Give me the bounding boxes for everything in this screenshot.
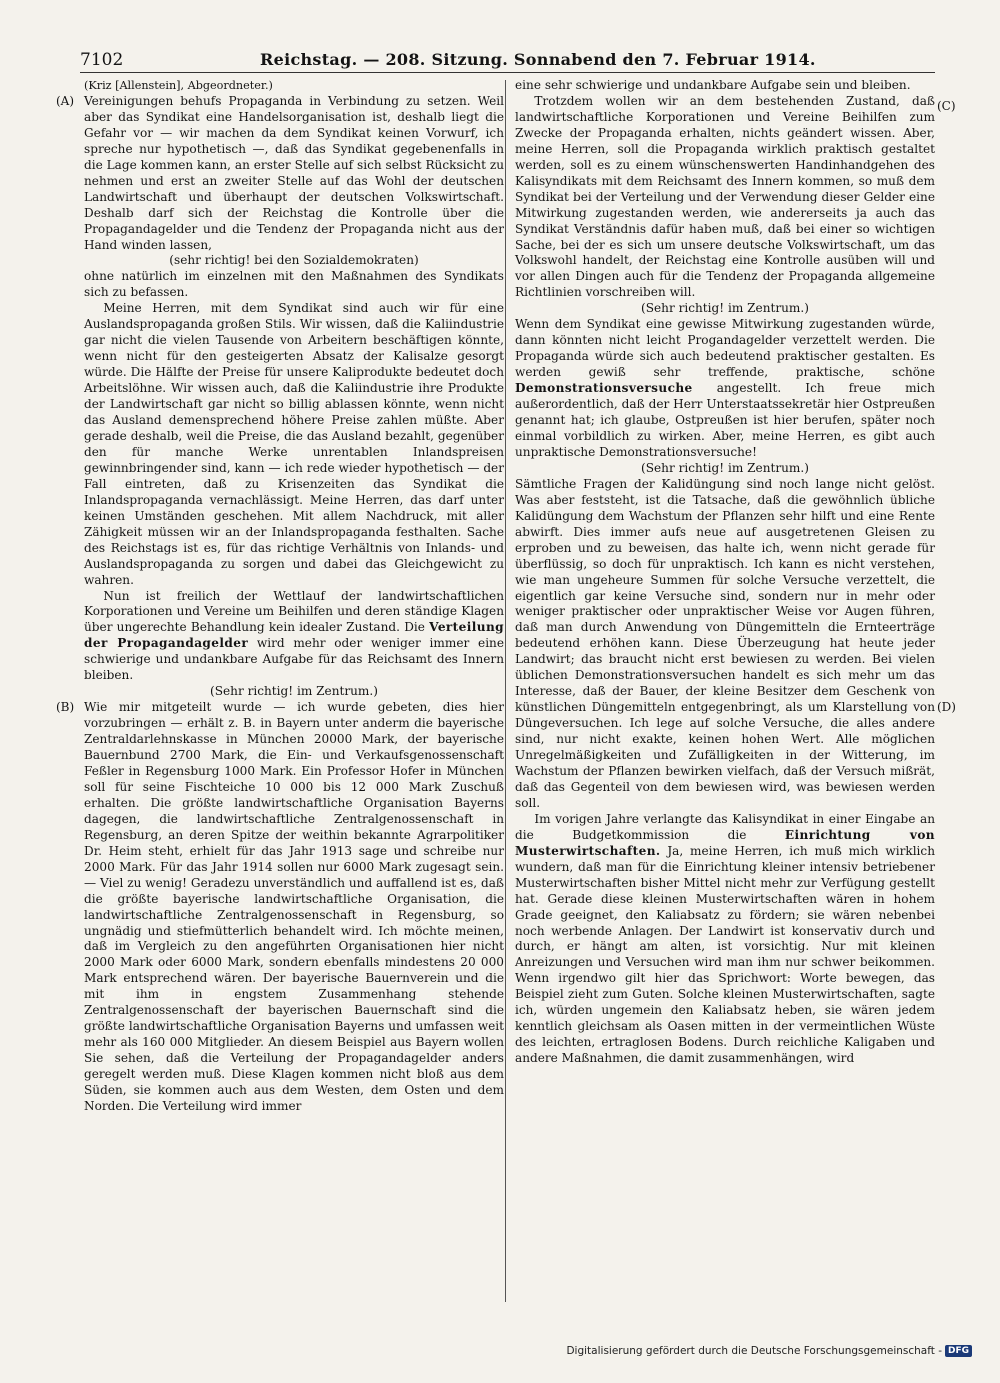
- emphasis: Verteilung der Propagandagelder: [84, 620, 504, 651]
- speaker-note: (Kriz [Allenstein], Abgeordneter.): [84, 79, 273, 92]
- interjection: (Sehr richtig! im Zentrum.): [210, 684, 378, 699]
- footer-text: Digitalisierung gefördert durch die Deutsche Forschungsgemeinschaft -: [566, 1345, 942, 1357]
- paragraph-text: Nun ist freilich der Wettlauf der landwirtschaftlichen Korporationen und Vereine um Beihilfen und deren ständige Klagen über ungerechte Behandlung kein idealer Zustand. Die: [84, 588, 504, 635]
- paragraph: Trotzdem wollen wir an dem bestehenden Zustand, daß landwirtschaftliche Korporationen und Vereine Beihilfen zum Zwecke der Propaganda erhalten, nichts geändert wissen. Aber, meine Herren, soll die Propaganda wirklich praktisch gestaltet werden, soll es zu einem wünschenswerten Handinhandgehen des Kalisyndikats mit dem Reichsamt des Innern kommen, so muß dem Syndikat bei der Verteilung und der Verwendung dieser Gelder eine Mitwirkung zugestanden werden, wie andererseits ja auch das Syndikat Verständnis dafür haben muß, daß bei einer so wichtigen Sache, bei der es sich um unsere deutsche Volkswirtschaft, um das Volkswohl handelt, der Reichstag eine Kontrolle ausüben will und vor allen Dingen auch für die Tendenz der Propaganda allgemeine Richtlinien vorschreiben will.: [515, 93, 935, 300]
- left-column: [84, 78, 504, 1115]
- paragraph: Meine Herren, mit dem Syndikat sind auch wir für eine Auslandspropaganda großen Stils. Wir wissen, daß die Kaliindustrie gar nicht die vielen Tausende von Arbeitern beschäftigen könnte, wenn nicht für den gesteigerten Absatz der Kalisalze gesorgt würde. Die Hälfte der Preise für unsere Kaliprodukte bedeutet doch Arbeitslöhne. Wir wissen auch, daß die Kaliindustrie ihre Produkte der Landwirtschaft gar nicht so billig ablassen könnte, wenn nicht das Ausland demensprechend höhere Preise zahlen müßte. Aber gerade deshalb, weil die Preise, die das Ausland bezahlt, gegenüber den für manche Werke unrentablen Inlandspreisen gewinnbringender sind, kann — ich rede wieder hypothetisch — der Fall eintreten, daß zu Krisenzeiten das Syndikat die Inlandspropaganda vernachlässigt. Meine Herren, das darf unter keinen Umständen geschehen. Mit allem Nachdruck, mit aller Zähigkeit müssen wir an der Inlandspropaganda festhalten. Sache des Reichstags ist es, für das richtige Verhältnis von Inlands- und Auslandspropaganda zu sorgen und dabei das Gleichgewicht zu wahren.: [84, 301, 504, 587]
- paragraph: [515, 317, 935, 461]
- paragraph: [515, 812, 935, 1067]
- paragraph-text: angestellt. Ich freue mich außerordentlich, daß der Herr Unterstaatssekretär hier Ostpreußen genannt hat; ich glaube, Ostpreußen ist hier berufen, später noch einmal vorbildlich zu wirken. Aber, meine Herren, es gibt auch unpraktische Demonstrationsversuche!: [515, 381, 935, 459]
- paragraph-text: Wenn dem Syndikat eine gewisse Mitwirkung zugestanden würde, dann könnten nicht leicht Progandagelder verzettelt werden. Die Propaganda würde sich auch bedeutend praktischer gestalten. Es werden gewiß sehr treffende, praktische, schöne: [515, 317, 935, 380]
- margin-marker-d: (D): [937, 700, 956, 714]
- header-rule: [80, 72, 935, 73]
- footer: [566, 1345, 972, 1357]
- margin-marker-b: (B): [56, 700, 75, 714]
- emphasis: Demonstrationsversuche: [515, 381, 693, 396]
- page-header: [80, 50, 935, 72]
- paragraph-text: wird mehr oder weniger immer eine schwierige und undankbare Aufgabe für das Reichsamt des Innern bleiben.: [84, 636, 505, 683]
- running-head: Reichstag. — 208. Sitzung. Sonnabend den 7. Februar 1914.: [260, 50, 816, 69]
- margin-marker-c: (C): [937, 99, 956, 113]
- paragraph: Sämtliche Fragen der Kalidüngung sind noch lange nicht gelöst. Was aber feststeht, ist die Tatsache, daß die gewöhnlich übliche Kalidüngung dem Wachstum der Pflanzen sehr hilft und eine Rente abwirft. Dies immer aufs neue auf ausgetretenen Gleisen zu erproben und zu beweisen, das halte ich, wenn nicht gerade für überflüssig, so doch für unpraktisch. Ich kann es nicht verstehen, wie man ungeheure Summen für solche Versuche verzettelt, die eigentlich gar keine Versuche sind, sondern nur in mehr oder weniger praktischer oder unpraktischer Weise vor Augen führen, daß man durch Anwendung von Düngemitteln die Ernteerträge bedeutend erhöhen kann. Diese Überzeugung hat heute jeder Landwirt; das braucht nicht erst bewiesen zu werden. Bei vielen üblichen Demonstrationsversuchen handelt es sich mehr um das Interesse, daß der Bauer, der kleine Besitzer dem Geschenk von künstlichen Düngemitteln entgegenbringt, als um Klarstellung von Düngeversuchen. Ich lege auf solche Versuche, die alles andere sind, nur nicht exakte, keinen hohen Wert. Alle möglichen Unregelmäßigkeiten und Zufälligkeiten in der Witterung, im Wachstum der Pflanzen bewirken vielfach, daß der Versuch mißrät, daß das Gegenteil von dem bewiesen wird, was bewiesen werden soll.: [515, 476, 935, 810]
- paragraph: ohne natürlich im einzelnen mit den Maßnahmen des Syndikats sich zu befassen.: [84, 269, 504, 300]
- paragraph: [84, 589, 504, 685]
- interjection: (Sehr richtig! im Zentrum.): [641, 460, 809, 475]
- paragraph-text: Ja, meine Herren, ich muß mich wirklich wundern, daß man für die Einrichtung kleiner intensiv betriebener Musterwirtschaften bisher Mittel nicht mehr zur Verfügung gestellt hat. Gerade diese kleinen Musterwirtschaften wären in hohem Grade geeignet, den Kaliabsatz zu fördern; sie wären nebenbei noch werbende Anlagen. Der Landwirt ist konservativ durch und durch, er hängt am alten, ist vorsichtig. Nur mit kleinen Anreizungen und Versuchen wird man ihm nur schwer beikommen. Wenn irgendwo gilt hier das Sprichwort: Worte bewegen, das Beispiel zieht zum Guten. Solche kleinen Musterwirtschaften, sagte ich, würden ungemein den Kaliabsatz heben, sie wären jedem kenntlich gleichsam als Oasen mitten in der vermeintlichen Wüste des leichten, ertraglosen Bodens. Durch reichliche Kaligaben und andere Maßnahmen, die damit zusammenhängen, wird: [515, 843, 935, 1066]
- page-number: 7102: [80, 50, 124, 70]
- paragraph-text: Im vorigen Jahre verlangte das Kalisyndikat in einer Eingabe an die Budgetkommission die: [515, 811, 935, 842]
- margin-marker-a: (A): [56, 94, 75, 108]
- paragraph: Wie mir mitgeteilt wurde — ich wurde gebeten, dies hier vorzubringen — erhält z. B. in Bayern unter anderm die bayerische Zentraldarlehnskasse in München 20000 Mark, der bayerische Bauernbund 2700 Mark, die Ein- und Verkaufsgenossenschaft Feßler in Regensburg 1000 Mark. Ein Professor Hofer in München soll für seine Fischteiche 10 000 bis 12 000 Mark Zuschuß erhalten. Die größte landwirtschaftliche Organisation Bayerns dagegen, die landwirtschaftliche Zentralgenossenschaft in Regensburg, an deren Spitze der weithin bekannte Agrarpolitiker Dr. Heim steht, erhielt für das Jahr 1913 sage und schreibe nur 2000 Mark. Für das Jahr 1914 sollen nur 6000 Mark zugesagt sein. — Viel zu wenig! Geradezu unverständlich und auffallend ist es, daß die größte bayerische landwirtschaftliche Organisation, die landwirtschaftliche Zentralgenossenschaft in Regensburg, so ungnädig und stiefmütterlich behandelt wird. Ich möchte meinen, daß im Vergleich zu den angeführten Organisationen hier nicht 2000 Mark oder 6000 Mark, sondern ebenfalls mindestens 20 000 Mark entsprechend wären. Der bayerische Bauernverein und die mit ihm in engstem Zusammenhang stehende Zentralgenossenschaft der bayerischen Bauernschaft sind die größte landwirtschaftliche Organisation Bayerns und umfassen weit mehr als 160 000 Mitglieder. An diesem Beispiel aus Bayern wollen Sie sehen, daß die Verteilung der Propagandagelder anders geregelt werden muß. Diese Klagen kommen nicht bloß aus dem Süden, sie kommen auch aus dem Westen, dem Osten und dem Norden. Die Verteilung wird immer: [84, 700, 504, 1113]
- paragraph: Vereinigungen behufs Propaganda in Verbindung zu setzen. Weil aber das Syndikat eine Handelsorganisation ist, deshalb liegt die Gefahr vor — wir machen da dem Syndikat keinen Vorwurf, ich spreche nur hypothetisch —, daß das Syndikat gegebenenfalls in die Lage kommen kann, an erster Stelle auf sich selbst Rücksicht zu nehmen und erst an zweiter Stelle auf das Wohl der deutschen Landwirtschaft und überhaupt der deutschen Volkswirtschaft. Deshalb darf sich der Reichstag die Kontrolle über die Propagandagelder und die Tendenz der Propaganda nicht aus der Hand winden lassen,: [84, 93, 504, 252]
- paragraph: eine sehr schwierige und undankbare Aufgabe sein und bleiben.: [515, 78, 911, 92]
- interjection: (Sehr richtig! im Zentrum.): [641, 301, 809, 316]
- dfg-logo-icon: DFG: [945, 1345, 972, 1357]
- column-divider: [505, 80, 506, 1302]
- right-column: [515, 78, 935, 1067]
- interjection: (sehr richtig! bei den Sozialdemokraten): [169, 253, 419, 268]
- emphasis: Einrichtung von Musterwirtschaften.: [515, 827, 935, 858]
